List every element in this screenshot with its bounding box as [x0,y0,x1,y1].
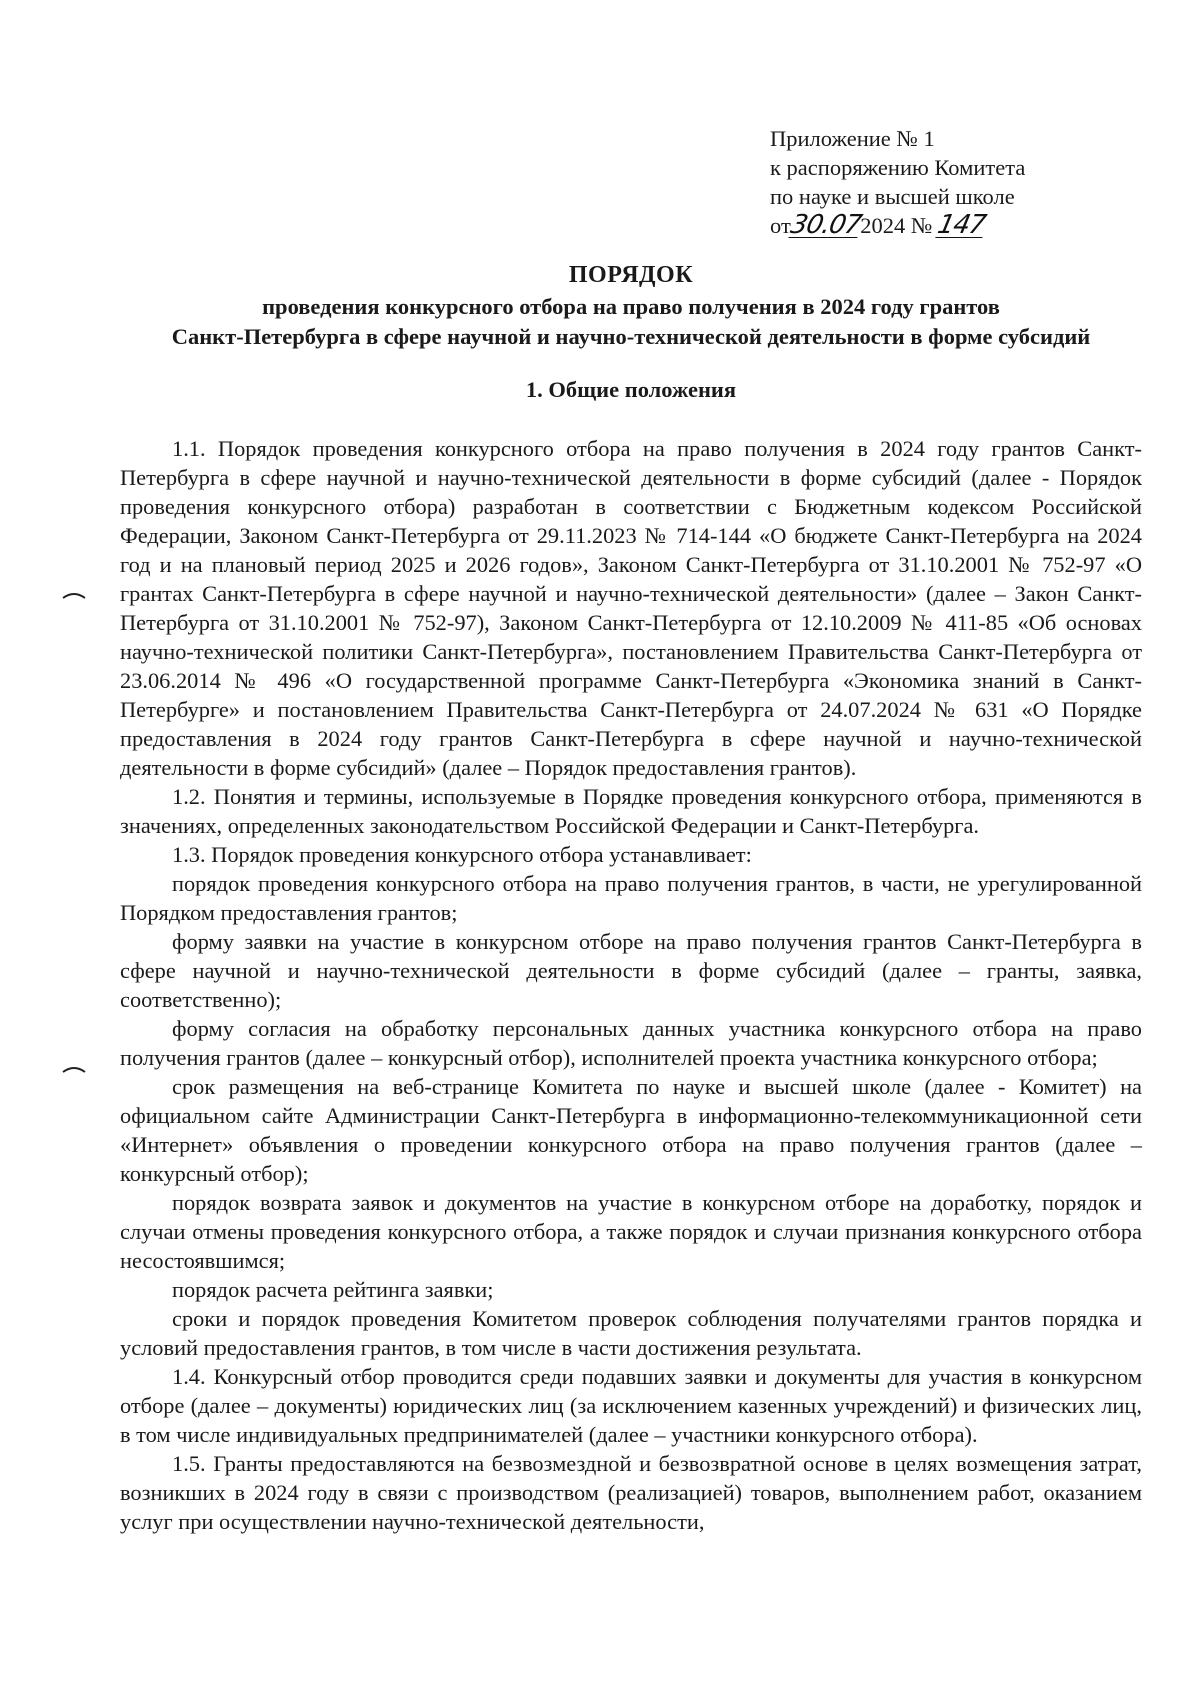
handwritten-number: 147 [934,210,988,240]
paragraph-1-2: 1.2. Понятия и термины, используемые в Порядке проведения конкурсного отбора, применяются в значениях, определенных законодательством Российской Федерации и Санкт-Петербурга. [120,784,1142,838]
appendix-line-1: Приложение № 1 [770,126,935,151]
paragraph-1-4: 1.4. Конкурсный отбор проводится среди подавших заявки и документы для участия в конкурсном отборе (далее – документы) юридических лиц (за исключением казенных учреждений) и физических лиц, в том числе индивидуальных предпринимателей (далее – участники конкурсного отбора). [120,1364,1142,1447]
list-item: форму согласия на обработку персональных данных участника конкурсного отбора на право получения грантов (далее – конкурсный отбор), исполнителей проекта участника конкурсного отбора; [120,1016,1142,1070]
document-subtitle-line-2: Санкт-Петербурга в сфере научной и научно-технической деятельности в форме субсидий [171,324,1091,349]
appendix-line-3: по науке и высшей школе [770,184,1015,209]
paragraph-1-1: 1.1. Порядок проведения конкурсного отбора на право получения в 2024 году грантов Санкт-Петербурга в сфере научной и научно-технической деятельности в форме субсидий (далее - Порядок проведения конкурсного отбора) разработан в соответствии с Бюджетным кодексом Российской Федерации, Законом Санкт-Петербурга от 29.11.2023 № 714-144 «О бюджете Санкт-Петербурга на 2024 год и на плановый период 2025 и 2026 годов», Законом Санкт-Петербурга от 31.10.2001 № 752-97 «О грантах Санкт-Петербурга в сфере научной и научно-технической деятельности» (далее – Закон Санкт-Петербурга от 31.10.2001 № 752-97), Законом Санкт-Петербурга от 12.10.2009 № 411-85 «Об основах научно-технической политики Санкт-Петербурга», постановлением Правительства Санкт-Петербурга от 23.06.2014 № 496 «О государственной программе Санкт-Петербурга «Экономика знаний в Санкт-Петербурге» и постановлением Правительства Санкт-Петербурга от 24.07.2024 № 631 «О Порядке предоставления в 2024 году грантов Санкт-Петербурга в сфере научной и научно-технической деятельности в форме субсидий» (далее – Порядок предоставления грантов). [120,436,1142,780]
punch-hole-mark [62,1064,86,1074]
document-subtitle-line-1: проведения конкурсного отбора на право получения в 2024 году грантов [262,294,1000,319]
appendix-header [770,124,1025,240]
list-item: срок размещения на веб-странице Комитета по науке и высшей школе (далее - Комитет) на официальном сайте Администрации Санкт-Петербурга в информационно-телекоммуникационной сети «Интернет» объявления о проведении конкурсного отбора на право получения грантов (далее – конкурсный отбор); [120,1074,1142,1186]
list-item: порядок возврата заявок и документов на участие в конкурсном отборе на доработку, порядок и случаи отмены проведения конкурсного отбора, а также порядок и случаи признания конкурсного отбора несостоявшимся; [120,1190,1142,1273]
date-year: 2024 № [860,213,938,238]
list-item: сроки и порядок проведения Комитетом проверок соблюдения получателями грантов порядка и условий предоставления грантов, в том числе в части достижения результата. [120,1306,1142,1360]
handwritten-date: 30.07 [787,210,864,240]
date-prefix: от [770,213,791,238]
section-heading: 1. Общие положения [525,377,737,402]
list-item: порядок расчета рейтинга заявки; [172,1277,494,1302]
list-item: порядок проведения конкурсного отбора на право получения грантов, в части, не урегулированной Порядком предоставления грантов; [120,871,1142,925]
list-item: форму заявки на участие в конкурсном отборе на право получения грантов Санкт-Петербурга в сфере научной и научно-технической деятельности в форме субсидий (далее – гранты, заявка, соответственно); [120,929,1142,1012]
document-body [120,434,1142,1536]
document-title: ПОРЯДОК [568,262,694,288]
punch-hole-mark [62,590,86,600]
appendix-line-2: к распоряжению Комитета [770,155,1026,180]
paragraph-1-5: 1.5. Гранты предоставляются на безвозмездной и безвозвратной основе в целях возмещения затрат, возникших в 2024 году в связи с производством (реализацией) товаров, выполнением работ, оказанием услуг при осуществлении научно-технической деятельности, [120,1451,1142,1534]
paragraph-1-3: 1.3. Порядок проведения конкурсного отбора устанавливает: [172,842,752,867]
appendix-date-line [770,211,1025,240]
